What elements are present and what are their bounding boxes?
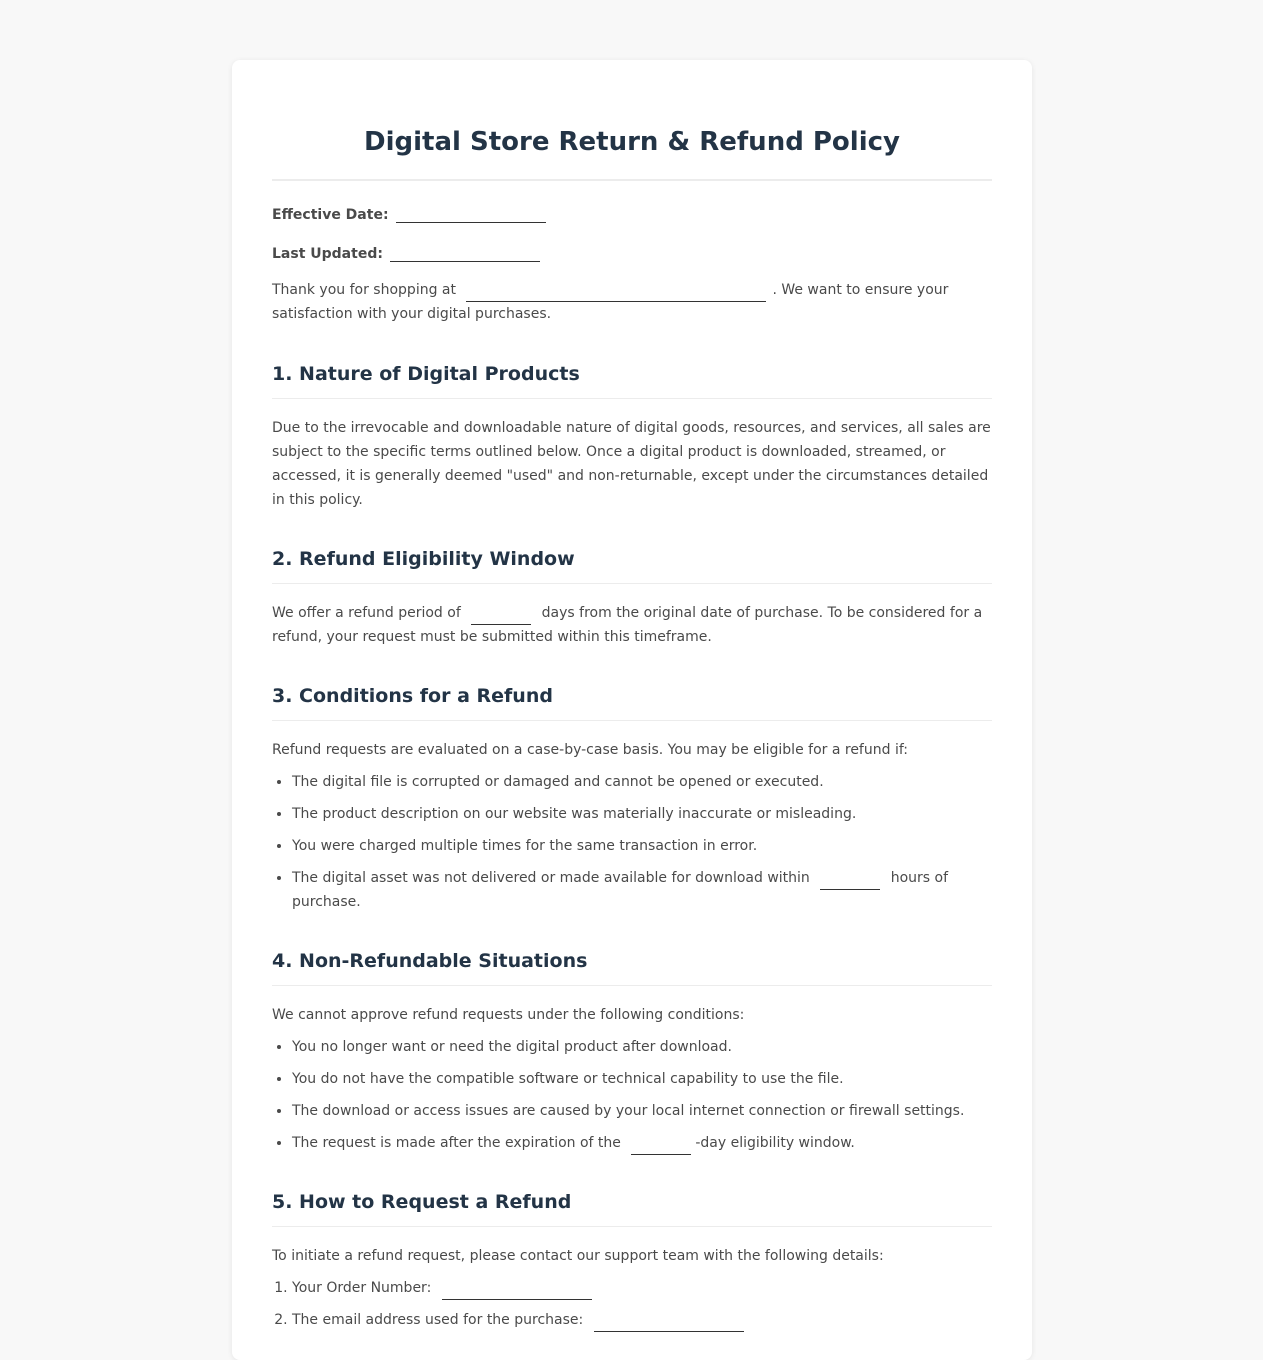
refund-request-steps	[272, 1276, 992, 1332]
effective-date-row	[272, 203, 992, 223]
delivery-hours-blank[interactable]	[820, 871, 880, 890]
list-item-text-before: The request is made after the expiration of the	[292, 1135, 621, 1151]
section-body: Due to the irrevocable and downloadable nature of digital goods, resources, and services, all sales are subject to the specific terms outlined below. Once a digital product is downloaded, streamed, or accessed, it is generally deemed "used" and non-returnable, except under the circumstances detailed in this policy.	[272, 420, 991, 508]
purchase-email-blank[interactable]	[594, 1313, 744, 1332]
intro-paragraph	[272, 278, 992, 326]
list-item	[292, 1308, 992, 1332]
section-lead: We cannot approve refund requests under the following conditions:	[272, 1007, 745, 1023]
last-updated-row	[272, 242, 992, 262]
list-item	[292, 1276, 992, 1300]
section-body	[272, 601, 992, 649]
store-name-blank[interactable]	[466, 283, 766, 302]
last-updated-blank[interactable]	[390, 243, 540, 262]
section-heading: 3. Conditions for a Refund	[272, 683, 992, 721]
effective-date-label: Effective Date:	[272, 207, 389, 223]
intro-text-after: . We want to ensure your satisfaction with your digital purchases.	[272, 282, 949, 322]
list-item-text-after: -day eligibility window.	[695, 1135, 855, 1151]
policy-document	[232, 60, 1032, 1360]
refund-period-text-after: days from the original date of purchase. To be considered for a refund, your request must be submitted within this timeframe.	[272, 605, 983, 645]
refund-conditions-list	[272, 770, 992, 914]
list-item-text-before: The digital asset was not delivered or made available for download within	[292, 870, 810, 886]
page-title: Digital Store Return & Refund Policy	[272, 60, 992, 181]
section-heading: 2. Refund Eligibility Window	[272, 546, 992, 584]
list-item	[292, 866, 992, 914]
list-item-text-after: hours of purchase.	[292, 870, 949, 910]
section-heading: 1. Nature of Digital Products	[272, 361, 992, 399]
section-heading: 4. Non-Refundable Situations	[272, 948, 992, 986]
purchase-email-label: The email address used for the purchase:	[292, 1312, 584, 1328]
refund-period-text-before: We offer a refund period of	[272, 605, 461, 621]
section-heading: 5. How to Request a Refund	[272, 1189, 992, 1227]
intro-text-before: Thank you for shopping at	[272, 282, 456, 298]
eligibility-days-blank[interactable]	[631, 1136, 691, 1155]
list-item: • You were charged multiple times for the same transaction in error.	[292, 834, 992, 858]
list-item	[292, 1131, 992, 1155]
section-lead: Refund requests are evaluated on a case-by-case basis. You may be eligible for a refund if:	[272, 742, 908, 758]
list-item: • You no longer want or need the digital product after download.	[292, 1035, 992, 1059]
list-item: • The product description on our website was materially inaccurate or misleading.	[292, 802, 992, 826]
section-lead: To initiate a refund request, please contact our support team with the following details:	[272, 1248, 884, 1264]
list-item: • You do not have the compatible software or technical capability to use the file.	[292, 1067, 992, 1091]
list-item: • The digital file is corrupted or damaged and cannot be opened or executed.	[292, 770, 992, 794]
last-updated-label: Last Updated:	[272, 246, 383, 262]
list-item: • The download or access issues are caused by your local internet connection or firewall settings.	[292, 1099, 992, 1123]
effective-date-blank[interactable]	[396, 204, 546, 223]
order-number-label: Your Order Number:	[292, 1280, 432, 1296]
order-number-blank[interactable]	[442, 1281, 592, 1300]
non-refundable-list	[272, 1035, 992, 1155]
refund-days-blank[interactable]	[471, 606, 531, 625]
